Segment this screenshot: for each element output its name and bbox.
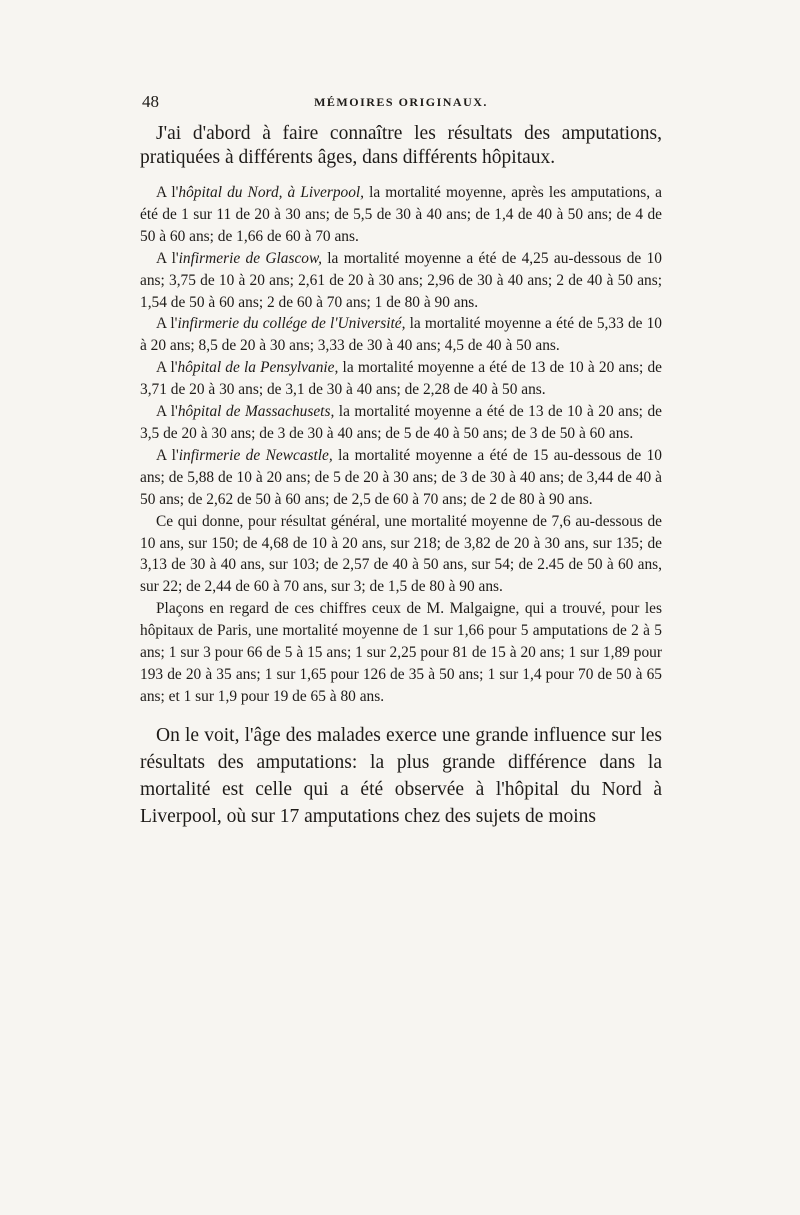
paragraph-text: Plaçons en regard de ces chiffres ceux de M. Malgaigne, qui a trouvé, pour les hôpitaux de Paris, une mortalité moyenne de 1 sur 1,66 pour 5 amputations de 2 à 5 ans; 1 sur 3 pour 66 de 5 à 15 ans; 1 sur 2,25 pour 81 de 15 à 20 ans; 1 sur 1,89 pour 193 de 20 à 35 ans; 1 sur 1,65 pour 126 de 35 à 50 ans; 1 sur 1,4 pour 70 de 50 à 65 ans; et 1 sur 1,9 pour 19 de 65 à 80 ans. [140, 600, 662, 705]
paragraph-newcastle [140, 445, 662, 511]
paragraph-general-result [140, 511, 662, 599]
hospital-name: infirmerie de Glascow, [178, 249, 322, 267]
hospital-name: hôpital du Nord, à Liverpool, [178, 184, 365, 201]
closing-paragraph: On le voit, l'âge des malades exerce une grande influence sur les résultats des amputations: la plus grande différence dans la mortalité est celle qui a été observée à l'hôpital du Nord à Liverpool, où sur 17 amputations chez des sujets de moins [140, 724, 662, 827]
paragraph-text: la mortalité moyenne, après les amputations, a été de 1 sur 11 de 20 à 30 ans; de 5,5 de 30 à 40 ans; de 1,4 de 40 à 50 ans; de 4 de 50 à 60 ans; de 1,66 de 60 à 70 ans. [140, 184, 663, 245]
intro-paragraph: J'ai d'abord à faire connaître les résultats des amputations, pratiquées à différents âges, dans différents hôpitaux. [140, 123, 662, 168]
paragraph-prefix: A l' [156, 446, 179, 464]
paragraph-massachusets [140, 401, 662, 445]
hospital-results [140, 182, 662, 708]
hospital-name: infirmerie du collége de l'Université, [177, 315, 406, 333]
paragraph-prefix: A l' [156, 359, 178, 377]
paragraph-text: la mortalité moyenne a été de 15 au-dessous de 10 ans; de 5,88 de 10 à 20 ans; de 5 de 20 à 30 ans; de 3 de 30 à 40 ans; de 3,44 de 40 à 50 ans; de 2,62 de 50 à 60 ans; de 2,5 de 60 à 70 ans; de 2 de 80 à 90 ans. [140, 446, 662, 508]
paragraph-text: la mortalité moyenne a été de 4,25 au-dessous de 10 ans; 3,75 de 10 à 20 ans; 2,61 de 20 à 30 ans; 2,96 de 30 à 40 ans; 2 de 40 à 50 ans; 1,54 de 50 à 60 ans; 2 de 60 à 70 ans; 1 de 80 à 90 ans. [140, 249, 662, 311]
paragraph-prefix: A l' [156, 403, 178, 421]
paragraph-text: la mortalité moyenne a été de 13 de 10 à 20 ans; de 3,5 de 20 à 30 ans; de 3 de 30 à 40 ans; de 5 de 40 à 50 ans; de 3 de 50 à 60 ans. [140, 403, 662, 442]
paragraph-text: la mortalité moyenne a été de 13 de 10 à 20 ans; de 3,71 de 20 à 30 ans; de 3,1 de 30 à 40 ans; de 2,28 de 40 à 50 ans. [140, 359, 662, 399]
paragraph-liverpool [140, 182, 662, 248]
paragraph-text: Ce qui donne, pour résultat général, une mortalité moyenne de 7,6 au-dessous de 10 ans, sur 150; de 4,68 de 10 à 20 ans, sur 218; de 3,82 de 20 à 30 ans, sur 135; de 3,13 de 30 à 40 ans, sur 103; de 2,57 de 40 à 50 ans, sur 54; de 2.45 de 50 à 60 ans, sur 22; de 2,44 de 60 à 70 ans, sur 3; de 1,5 de 80 à 90 ans. [140, 512, 662, 596]
page-number: 48 [142, 92, 159, 111]
book-page [140, 92, 662, 830]
paragraph-universite [140, 313, 662, 357]
hospital-name: hôpital de la Pensylvanie, [177, 359, 339, 377]
paragraph-pensylvanie [140, 357, 662, 401]
paragraph-text: la mortalité moyenne a été de 5,33 de 10 à 20 ans; 8,5 de 20 à 30 ans; 3,33 de 30 à 40 ans; 4,5 de 40 à 50 ans. [140, 315, 663, 355]
paragraph-prefix: A l' [156, 184, 179, 201]
paragraph-malgaigne [140, 598, 662, 708]
hospital-name: hôpital de Massachusets, [177, 403, 335, 421]
paragraph-prefix: A l' [156, 249, 179, 267]
running-title: MÉMOIRES ORIGINAUX. [314, 95, 488, 109]
paragraph-glascow [140, 248, 662, 314]
paragraph-prefix: A l' [156, 315, 178, 333]
page-header [140, 92, 662, 114]
hospital-name: infirmerie de Newcastle, [178, 446, 333, 464]
